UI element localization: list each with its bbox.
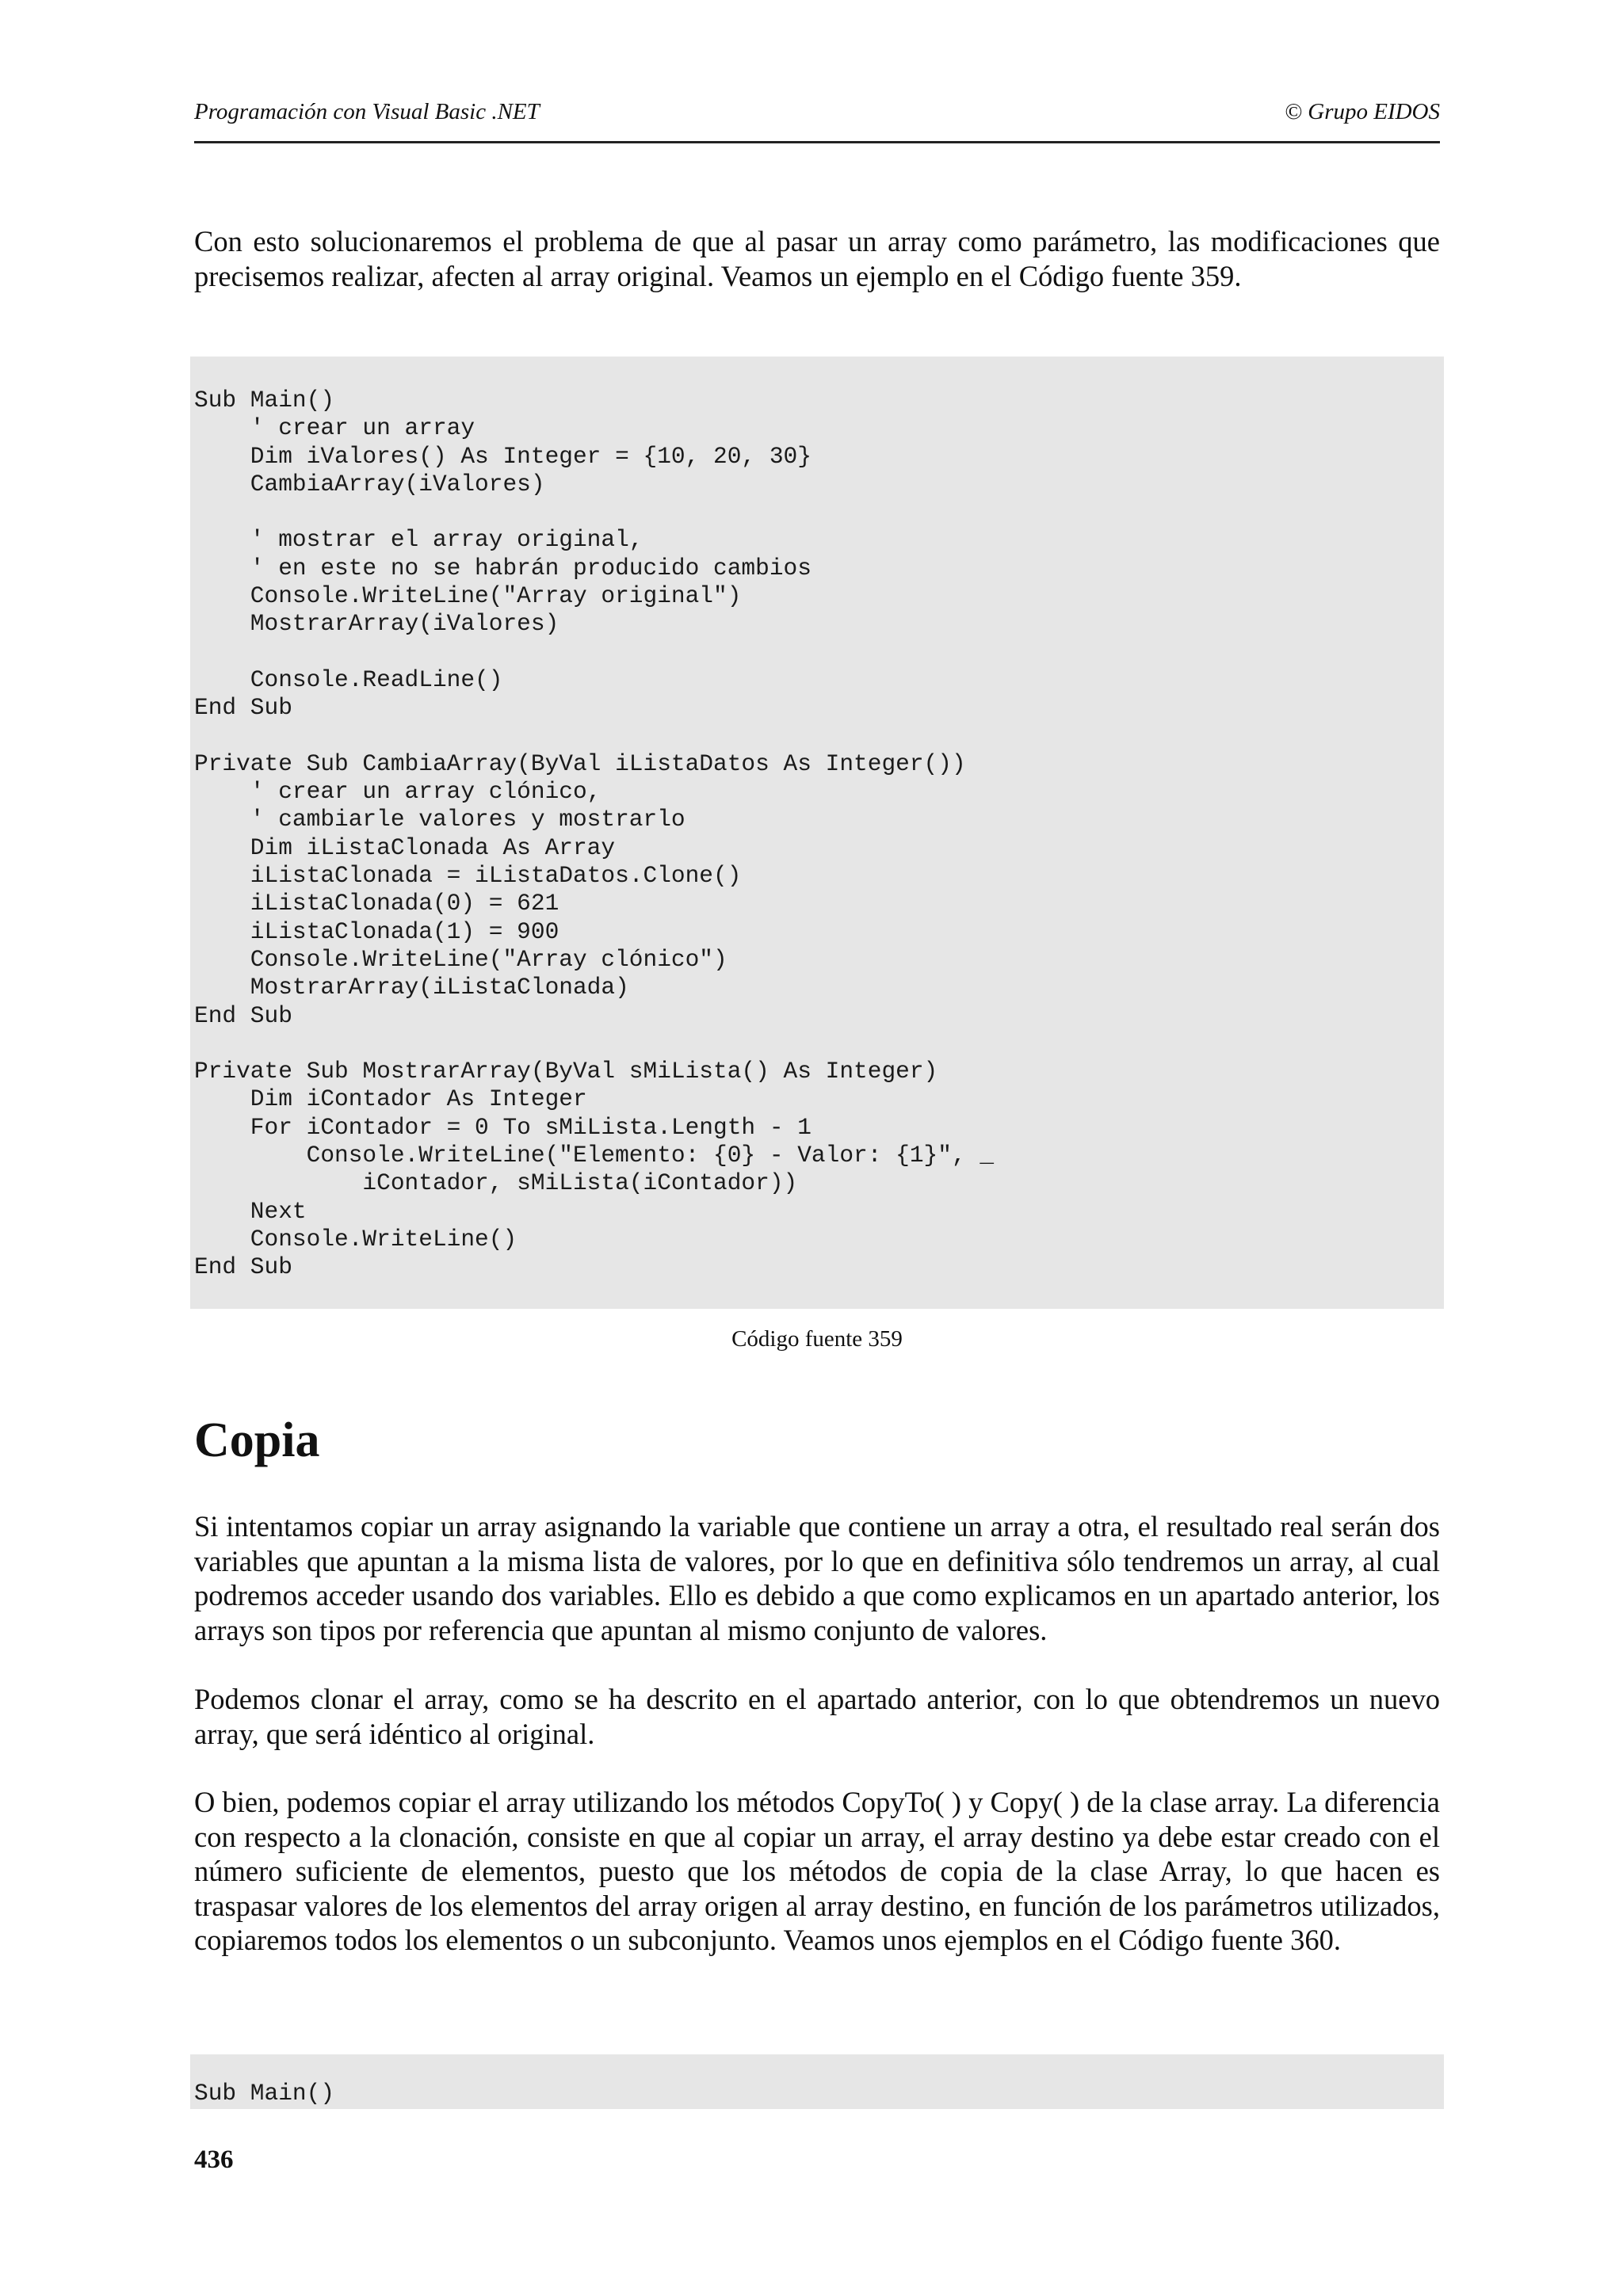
paragraph-copy-methods: O bien, podemos copiar el array utilizando los métodos CopyTo( ) y Copy( ) de la clase array. La diferencia con respecto a la clonación, consiste en que al copiar un array, el array destino ya debe estar creado con el número suficiente de elementos, puesto que los métodos de copia de la clase Array, lo que hacen es traspasar valores de los elementos del array origen al array destino, en función de los parámetros utilizados, copiaremos todos los elementos o un subconjunto. Veamos unos ejemplos en el Código fuente 360. [194, 1786, 1440, 1956]
header-book-title: Programación con Visual Basic .NET [194, 99, 540, 124]
code-caption-359: Código fuente 359 [731, 1326, 903, 1352]
paragraph-copy-intro: Si intentamos copiar un array asignando la variable que contiene un array a otra, el resultado real serán dos variables que apuntan a la misma lista de valores, por lo que en definitiva sólo tendremos un array, al cual podremos acceder usando dos variables. Ello es debido a que como explicamos en un apartado anterior, los arrays son tipos por referencia que apuntan al mismo conjunto de valores. [194, 1510, 1440, 1646]
header-publisher: © Grupo EIDOS [1284, 99, 1440, 124]
page-number: 436 [194, 2145, 234, 2174]
paragraph-clone: Podemos clonar el array, como se ha descrito en el apartado anterior, con lo que obtendremos un nuevo array, que será idéntico al original. [194, 1683, 1440, 1750]
page-header [194, 95, 1440, 143]
section-title: Copia [194, 1413, 320, 1467]
intro-paragraph: Con esto solucionaremos el problema de que al pasar un array como parámetro, las modificaciones que precisemos realizar, afecten al array original. Veamos un ejemplo en el Código fuente 359. [194, 225, 1440, 292]
code-listing-360: Sub Main() [194, 2080, 335, 2107]
code-block-360 [190, 2054, 1444, 2109]
code-block-359 [190, 357, 1444, 1309]
code-listing-359: Sub Main() ' crear un array Dim iValores() As Integer = {10, 20, 30} CambiaArray(iValores) ' mostrar el array original, ' en este no se habrán producido cambios Console.WriteLine("Array original") MostrarArray(iValores) Console.ReadLine() End Sub Private Sub CambiaArray(ByVal iListaDatos As Integer()) ' crear un array clónico, ' cambiarle valores y mostrarlo Dim iListaClonada As Array iListaClonada = iListaDatos.Clone() iListaClonada(0) = 621 iListaClonada(1) = 900 Console.WriteLine("Array clónico") MostrarArray(iListaClonada) End Sub Private Sub MostrarArray(ByVal sMiLista() As Integer) Dim iContador As Integer For iContador = 0 To sMiLista.Length - 1 Console.WriteLine("Elemento: {0} - Valor: {1}", _ iContador, sMiLista(iContador)) Next Console.WriteLine() End Sub [194, 387, 995, 1281]
